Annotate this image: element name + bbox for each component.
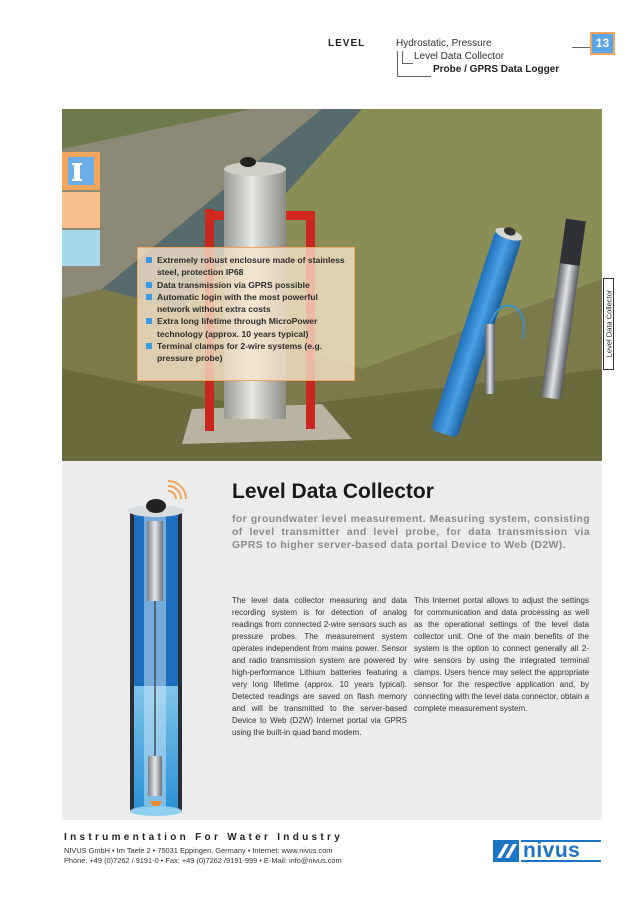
well-diagram-illustration bbox=[62, 461, 222, 820]
breadcrumb-connector bbox=[397, 51, 398, 76]
product-subtitle: for groundwater level measurement. Measuring system, consisting of level transmitter and level probe, for data transmission via GPRS to higher server-based data portal Device to Web (D2W). bbox=[232, 514, 590, 551]
bullet-icon bbox=[146, 343, 152, 349]
description-column-1: The level data collector measuring and data recording system is for detection of analog readings from connected 2-wire sensors such as pressure probes. The measurement system operates independent from mains power. Sensor and radio transmission system are powered by high-performance Lithium batteries featuring a very long lifetime (approx. 10 years typical). Detected readings are saved on flash memory and will be transmitted to the server-based Device to Web (D2W) Internet portal via GPRS using the built-in quad band modem. bbox=[232, 596, 407, 737]
description-column-2: This Internet portal allows to adjust the settings for communication and data processing as well as the operational settings of the level data collector unit. One of the main benefits of the system is the option to connect generally all 2-wire sensors by using the integrated terminal clamps. Users hence may select the appropriate sensor for the respective application and, by connecting with the level data connector, obtain a complete measurement system. bbox=[414, 596, 589, 713]
feature-item: Data transmission via GPRS possible bbox=[146, 279, 348, 291]
bullet-icon bbox=[146, 318, 152, 324]
side-section-label: Level Data Collector bbox=[603, 278, 614, 370]
color-tab-orange bbox=[62, 192, 100, 228]
product-title: Level Data Collector bbox=[232, 480, 434, 503]
breadcrumb-level-2: Level Data Collector bbox=[414, 51, 505, 62]
breadcrumb-connector bbox=[402, 63, 413, 64]
footer-address: NIVUS GmbH • Im Taele 2 • 75031 Eppingen, Germany • Internet: www.nivus.com bbox=[64, 846, 333, 855]
logo-wordmark: nivus bbox=[523, 839, 581, 862]
level-gauge-icon bbox=[68, 157, 94, 185]
breadcrumb-connector bbox=[402, 51, 403, 63]
breadcrumb-level-1: Hydrostatic, Pressure bbox=[396, 38, 492, 49]
feature-item: Extra long lifetime through MicroPower technology (approx. 10 years typical) bbox=[146, 315, 348, 340]
feature-item: Extremely robust enclosure made of stainless steel, protection IP68 bbox=[146, 254, 348, 279]
color-tab-blue bbox=[62, 230, 100, 266]
feature-item: Automatic login with the most powerful network without extra costs bbox=[146, 291, 348, 316]
bullet-icon bbox=[146, 294, 152, 300]
page-number-badge: 13 bbox=[590, 32, 615, 55]
breadcrumb-connector bbox=[397, 76, 431, 77]
level-category-tab bbox=[62, 152, 100, 190]
footer-tagline: Instrumentation For Water Industry bbox=[64, 832, 344, 843]
bullet-icon bbox=[146, 257, 152, 263]
footer-contact: Phone: +49 (0)7262 / 9191-0 • Fax: +49 (0)7262 /9191-999 • E-Mail: info@nivus.com bbox=[64, 856, 342, 865]
bullet-icon bbox=[146, 282, 152, 288]
feature-item: Terminal clamps for 2-wire systems (e.g. pressure probe) bbox=[146, 340, 348, 365]
header-category: LEVEL bbox=[328, 38, 366, 49]
header-rule bbox=[572, 47, 590, 48]
nivus-logo bbox=[493, 838, 603, 864]
breadcrumb-level-3: Probe / GPRS Data Logger bbox=[433, 64, 560, 75]
features-box bbox=[137, 247, 355, 381]
